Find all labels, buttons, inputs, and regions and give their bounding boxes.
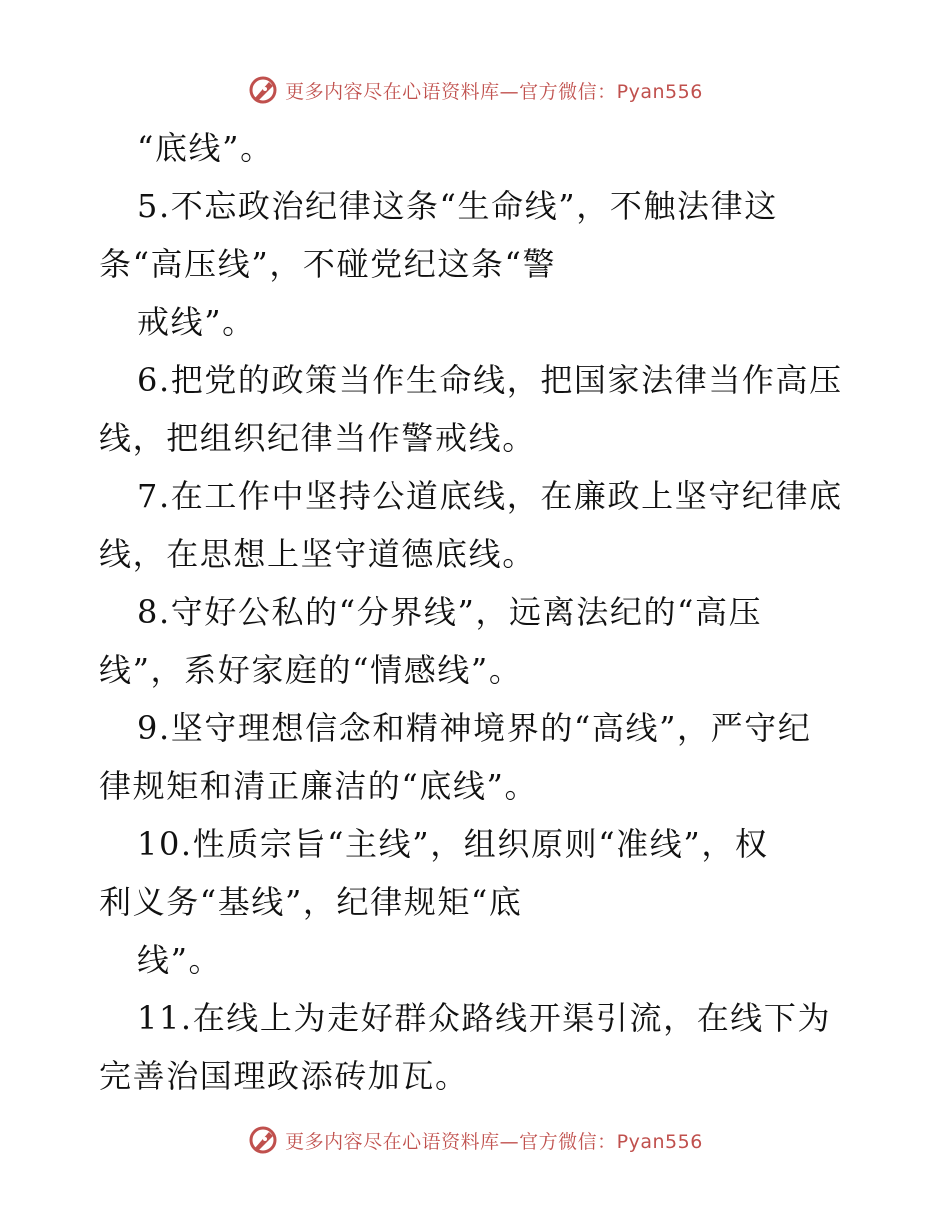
text-line: 完善治国理政添砖加瓦。	[99, 1057, 469, 1095]
text-line: 11.在线上为走好群众路线开渠引流，在线下为	[137, 999, 832, 1037]
pen-nib-logo-icon	[247, 74, 279, 106]
text-line: 条“高压线”，不碰党纪这条“警	[99, 245, 557, 283]
text-line: 10.性质宗旨“主线”，组织原则“准线”，权	[137, 825, 769, 863]
text-line: 戒线”。	[137, 303, 256, 341]
watermark-text: 更多内容尽在心语资料库—官方微信：Pyan556	[285, 80, 703, 103]
text-line: 线，把组织纪律当作警戒线。	[99, 419, 536, 457]
text-line: 线，在思想上坚守道德底线。	[99, 535, 536, 573]
header-watermark	[0, 72, 950, 108]
text-line: 7.在工作中坚持公道底线，在廉政上坚守纪律底	[137, 477, 843, 515]
text-line: 9.坚守理想信念和精神境界的“高线”，严守纪	[137, 709, 812, 747]
watermark-text: 更多内容尽在心语资料库—官方微信：Pyan556	[285, 1130, 703, 1153]
text-line: 8.守好公私的“分界线”，远离法纪的“高压	[137, 593, 763, 631]
text-line: 利义务“基线”，纪律规矩“底	[99, 883, 523, 921]
pen-nib-logo-icon	[247, 1124, 279, 1156]
text-line: 6.把党的政策当作生命线，把国家法律当作高压	[137, 361, 843, 399]
text-line: 线”。	[137, 941, 223, 979]
text-line: 线”，系好家庭的“情感线”。	[99, 651, 523, 689]
text-line: 5.不忘政治纪律这条“生命线”，不触法律这	[137, 187, 778, 225]
text-line: 律规矩和清正廉洁的“底线”。	[99, 767, 539, 805]
footer-watermark	[0, 1122, 950, 1158]
text-line: “底线”。	[137, 129, 274, 167]
